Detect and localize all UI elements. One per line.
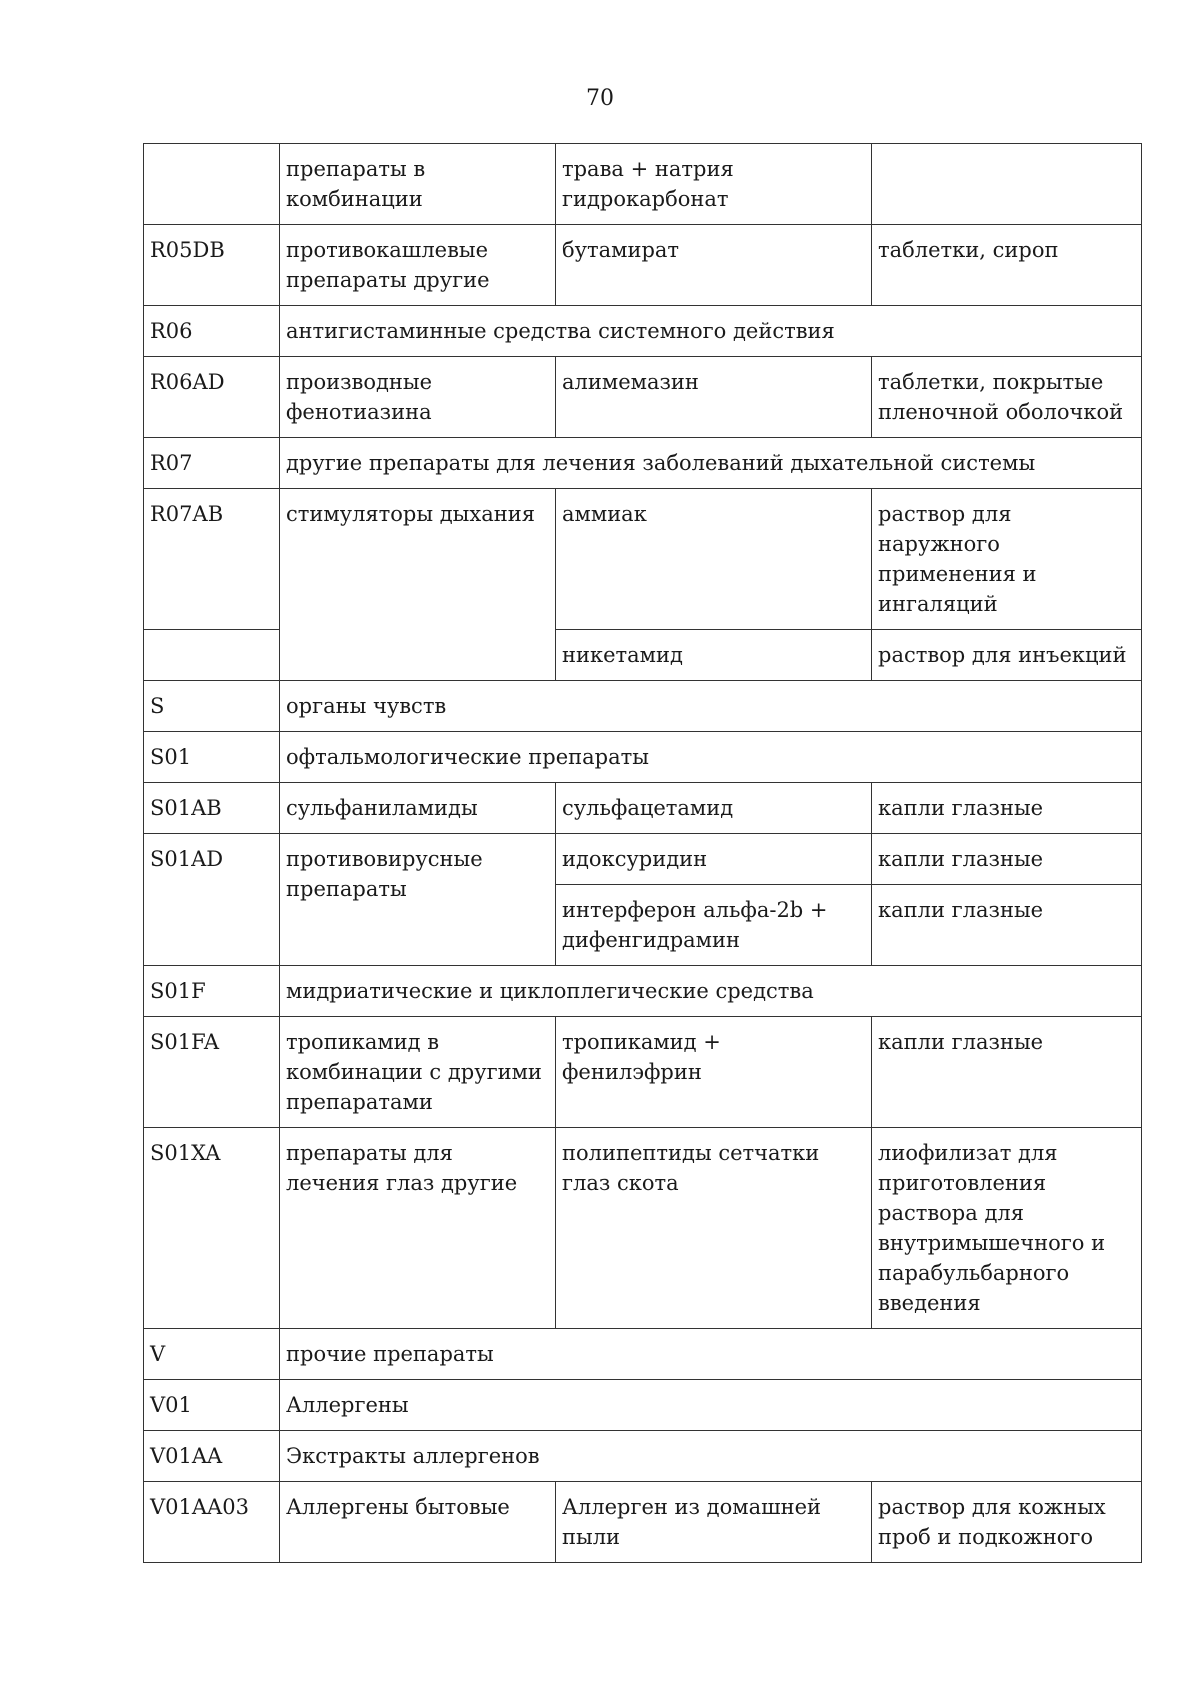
table-row — [144, 732, 1142, 783]
table-row — [144, 966, 1142, 1017]
section-heading-cell: мидриатические и циклоплегические средства — [280, 966, 1142, 1017]
drug-name-cell: идоксуридин — [556, 834, 872, 885]
section-heading-cell: офтальмологические препараты — [280, 732, 1142, 783]
dosage-form-cell: раствор для кожных проб и подкожного — [872, 1482, 1142, 1563]
table-row — [144, 1482, 1142, 1563]
drug-name-cell: интерферон альфа-2b + дифенгидрамин — [556, 885, 872, 966]
dosage-form-cell: таблетки, сироп — [872, 225, 1142, 306]
atc-code-cell — [144, 630, 280, 681]
group-cell: стимуляторы дыхания — [280, 489, 556, 681]
section-heading-cell: другие препараты для лечения заболеваний дыхательной системы — [280, 438, 1142, 489]
section-heading-cell: Аллергены — [280, 1380, 1142, 1431]
dosage-form-cell: капли глазные — [872, 783, 1142, 834]
table-row — [144, 225, 1142, 306]
dosage-form-cell: таблетки, покрытые пленочной оболочкой — [872, 357, 1142, 438]
table-row — [144, 1329, 1142, 1380]
drug-table — [143, 143, 1142, 1563]
section-heading-cell: антигистаминные средства системного действия — [280, 306, 1142, 357]
table-row — [144, 489, 1142, 630]
atc-code-cell: S — [144, 681, 280, 732]
page-number: 70 — [586, 86, 614, 111]
table-row — [144, 144, 1142, 225]
table-row — [144, 1431, 1142, 1482]
dosage-form-cell: раствор для инъекций — [872, 630, 1142, 681]
atc-code-cell: R07 — [144, 438, 280, 489]
atc-code-cell: S01F — [144, 966, 280, 1017]
table-row — [144, 306, 1142, 357]
table-row — [144, 834, 1142, 885]
table-row — [144, 1380, 1142, 1431]
group-cell: производные фенотиазина — [280, 357, 556, 438]
dosage-form-cell — [872, 144, 1142, 225]
atc-code-cell: V01AA03 — [144, 1482, 280, 1563]
group-cell: противокашлевые препараты другие — [280, 225, 556, 306]
drug-name-cell: сульфацетамид — [556, 783, 872, 834]
group-cell: препараты для лечения глаз другие — [280, 1128, 556, 1329]
group-cell: сульфаниламиды — [280, 783, 556, 834]
group-cell: Аллергены бытовые — [280, 1482, 556, 1563]
table-row — [144, 783, 1142, 834]
group-cell: препараты в комбинации — [280, 144, 556, 225]
atc-code-cell: V — [144, 1329, 280, 1380]
drug-name-cell: аммиак — [556, 489, 872, 630]
drug-name-cell: трава + натрия гидрокарбонат — [556, 144, 872, 225]
atc-code-cell: S01 — [144, 732, 280, 783]
atc-code-cell: S01AB — [144, 783, 280, 834]
atc-code-cell: R07AB — [144, 489, 280, 630]
drug-name-cell: Аллерген из домашней пыли — [556, 1482, 872, 1563]
atc-code-cell: S01XA — [144, 1128, 280, 1329]
drug-name-cell: алимемазин — [556, 357, 872, 438]
atc-code-cell — [144, 144, 280, 225]
atc-code-cell: S01AD — [144, 834, 280, 966]
drug-name-cell: тропикамид + фенилэфрин — [556, 1017, 872, 1128]
table-row — [144, 438, 1142, 489]
group-cell: противовирусные препараты — [280, 834, 556, 966]
section-heading-cell: Экстракты аллергенов — [280, 1431, 1142, 1482]
table-row — [144, 1128, 1142, 1329]
atc-code-cell: R06AD — [144, 357, 280, 438]
atc-code-cell: S01FA — [144, 1017, 280, 1128]
drug-name-cell: никетамид — [556, 630, 872, 681]
dosage-form-cell: капли глазные — [872, 834, 1142, 885]
dosage-form-cell: капли глазные — [872, 885, 1142, 966]
table-row — [144, 357, 1142, 438]
atc-code-cell: V01 — [144, 1380, 280, 1431]
dosage-form-cell: раствор для наружного применения и ингаляций — [872, 489, 1142, 630]
table-row — [144, 1017, 1142, 1128]
dosage-form-cell: лиофилизат для приготовления раствора для внутримышечного и парабульбарного введения — [872, 1128, 1142, 1329]
dosage-form-cell: капли глазные — [872, 1017, 1142, 1128]
atc-code-cell: R06 — [144, 306, 280, 357]
section-heading-cell: прочие препараты — [280, 1329, 1142, 1380]
atc-code-cell: V01AA — [144, 1431, 280, 1482]
atc-code-cell: R05DB — [144, 225, 280, 306]
group-cell: тропикамид в комбинации с другими препаратами — [280, 1017, 556, 1128]
drug-name-cell: бутамират — [556, 225, 872, 306]
section-heading-cell: органы чувств — [280, 681, 1142, 732]
table-row — [144, 681, 1142, 732]
drug-name-cell: полипептиды сетчатки глаз скота — [556, 1128, 872, 1329]
